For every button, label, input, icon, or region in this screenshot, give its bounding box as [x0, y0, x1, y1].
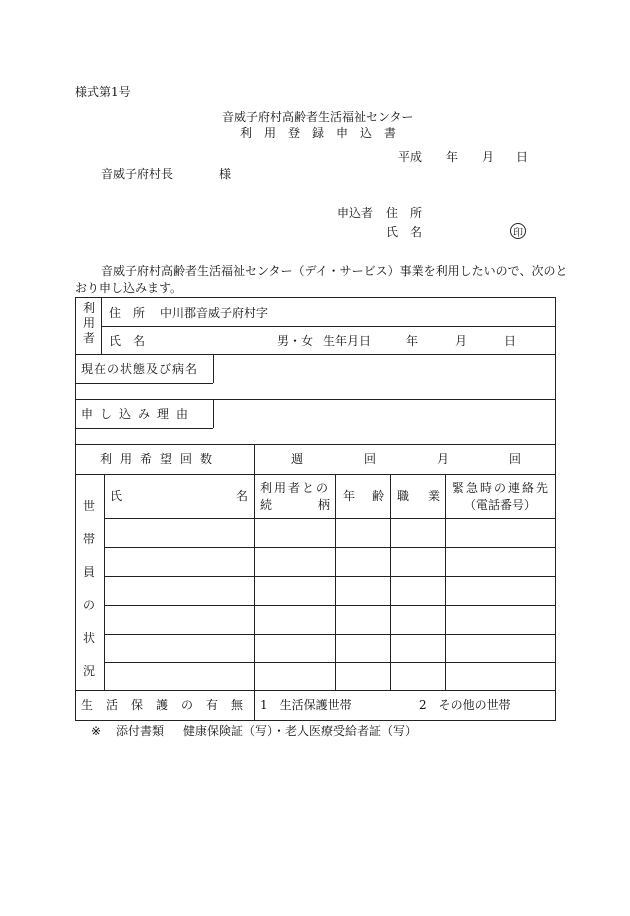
reason-label: 申し込み理由: [81, 407, 196, 421]
frequency-week: 週: [291, 452, 304, 466]
note-label: 添付書類: [116, 724, 165, 738]
household-label-char-5: 状: [82, 631, 95, 645]
col-job-2: 業: [428, 489, 441, 503]
col-name-1: 氏: [110, 489, 123, 503]
birth-year: 年: [406, 334, 419, 348]
form-number: 様式第1号: [75, 85, 131, 99]
user-label-char-3: 者: [82, 331, 95, 345]
birth-month: 月: [455, 334, 468, 348]
applicant-label: 申込者: [337, 206, 374, 220]
body-text-line1: 音威子府村高齢者生活福祉センター（デイ・サービス）事業を利用したいので、次のと: [101, 264, 568, 278]
col-age-1: 年: [343, 489, 356, 503]
welfare-label: 生活保護の有無: [81, 698, 257, 712]
household-label-char-1: 世: [82, 499, 95, 513]
household-label: [82, 500, 96, 677]
note-text: 健康保険証（写）・老人医療受給者証（写）: [183, 724, 418, 738]
birth-label: 生年月日: [323, 334, 372, 348]
address-label: 住 所: [109, 306, 146, 320]
user-label-char-1: 利: [82, 301, 95, 315]
household-label-char-4: の: [82, 598, 95, 612]
col-contact-2: （電話番号）: [464, 498, 537, 512]
col-age-2: 齢: [372, 489, 385, 503]
household-label-char-3: 員: [82, 565, 95, 579]
welfare-option-1[interactable]: 1 生活保護世帯: [260, 698, 352, 712]
user-label: [82, 302, 96, 344]
condition-label: 現在の状態及び病名: [81, 362, 199, 376]
applicant-name-label: 氏 名: [386, 225, 423, 239]
frequency-times-2: 回: [509, 452, 522, 466]
address-value[interactable]: 中川郡音威子府村字: [160, 306, 269, 320]
col-relation-2b: 柄: [318, 498, 331, 512]
date-year: 年: [446, 150, 459, 164]
seal-mark: 印: [510, 223, 526, 239]
frequency-times-1: 回: [364, 452, 377, 466]
applicant-address-label: 住 所: [386, 206, 423, 220]
col-name-2: 名: [236, 489, 249, 503]
col-relation-2a: 続: [260, 498, 273, 512]
col-relation-1: 利用者との: [260, 481, 331, 495]
date-era: 平成: [398, 150, 423, 164]
frequency-label: 利用希望回数: [100, 452, 221, 466]
sex-choice[interactable]: 男・女: [277, 334, 314, 348]
name-label: 氏 名: [109, 334, 146, 348]
col-contact-1: 緊急時の連絡先: [452, 481, 551, 495]
note-mark: ※: [91, 724, 102, 738]
addressee-name: 音威子府村長: [101, 167, 174, 181]
birth-day: 日: [504, 334, 517, 348]
date-month: 月: [482, 150, 495, 164]
title-line2: 利用登録申込書: [240, 126, 409, 140]
welfare-option-2[interactable]: 2 その他の世帯: [419, 698, 511, 712]
user-label-char-2: 用: [82, 316, 95, 330]
date-day: 日: [516, 150, 529, 164]
addressee-honorific: 様: [219, 167, 232, 181]
household-label-char-2: 帯: [82, 532, 95, 546]
body-text-line2: おり申し込みます。: [75, 281, 183, 295]
frequency-month: 月: [437, 452, 450, 466]
title-line1: 音威子府村高齢者生活福祉センター: [222, 110, 414, 124]
col-job-1: 職: [397, 489, 410, 503]
household-label-char-6: 況: [82, 664, 95, 678]
